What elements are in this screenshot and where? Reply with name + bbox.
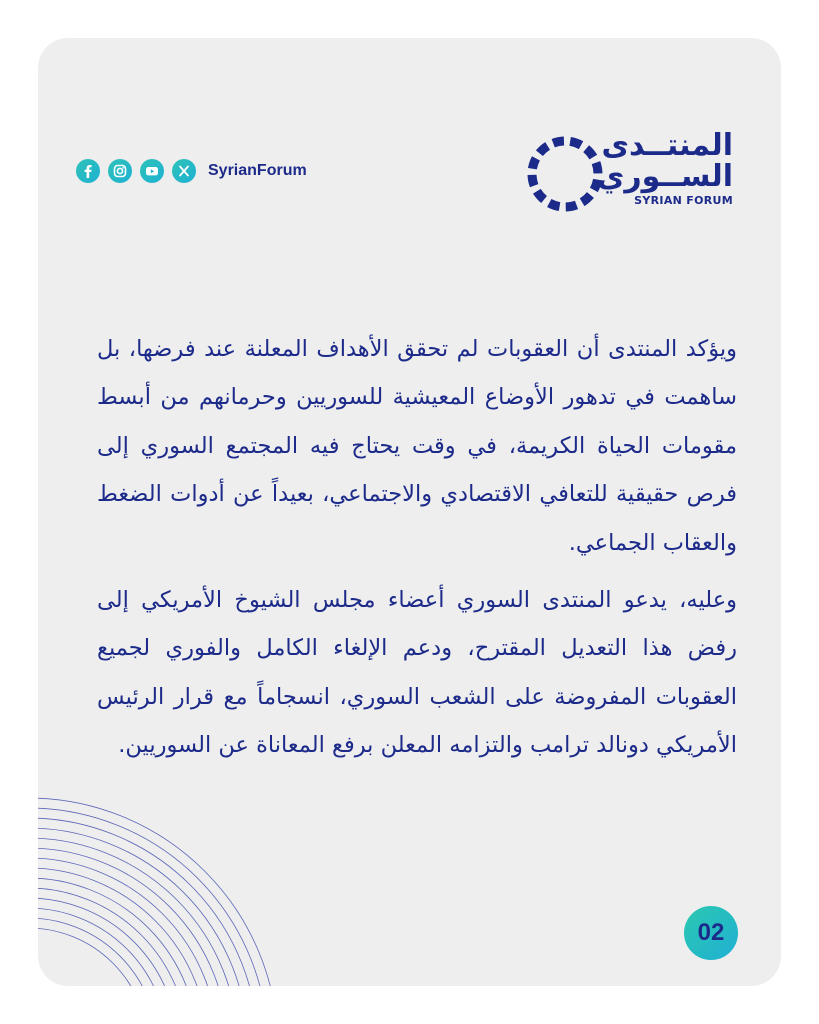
social-bar (76, 159, 307, 183)
x-icon[interactable] (172, 159, 196, 183)
body-paragraph-1: ويؤكد المنتدى أن العقوبات لم تحقق الأهداف المعلنة عند فرضها، بل ساهمت في تدهور الأوضاع المعيشية للسوريين وحرمانهم من أبسط مقومات الحياة الكريمة، في وقت يحتاج فيه المجتمع السوري إلى فرص حقيقية للتعافي الاقتصادي والاجتماعي، بعيداً عن أدوات الضغط والعقاب الجماعي. (97, 335, 737, 556)
segmented-ring-icon (523, 132, 607, 216)
brand-name-ar-line1: المنتــدى (601, 128, 733, 163)
facebook-icon[interactable] (76, 159, 100, 183)
social-handle[interactable]: SyrianForum (208, 162, 307, 179)
brand-name-en: SYRIAN FORUM (634, 194, 733, 207)
brand-name-ar-line2: الســوري (596, 159, 733, 194)
page-number-badge: 02 (684, 906, 738, 960)
brand-logo (523, 130, 733, 220)
youtube-icon[interactable] (140, 159, 164, 183)
brand-wordmark (596, 128, 733, 207)
body-paragraph-2: وعليه، يدعو المنتدى السوري أعضاء مجلس الشيوخ الأمريكي إلى رفض هذا التعديل المقترح، ودعم الإلغاء الكامل والفوري لجميع العقوبات المفروضة على الشعب السوري، انسجاماً مع قرار الرئيس الأمريكي دونالد ترامب والتزامه المعلن برفع المعاناة عن السوريين. (97, 586, 737, 758)
instagram-icon[interactable] (108, 159, 132, 183)
content-card (38, 38, 781, 986)
